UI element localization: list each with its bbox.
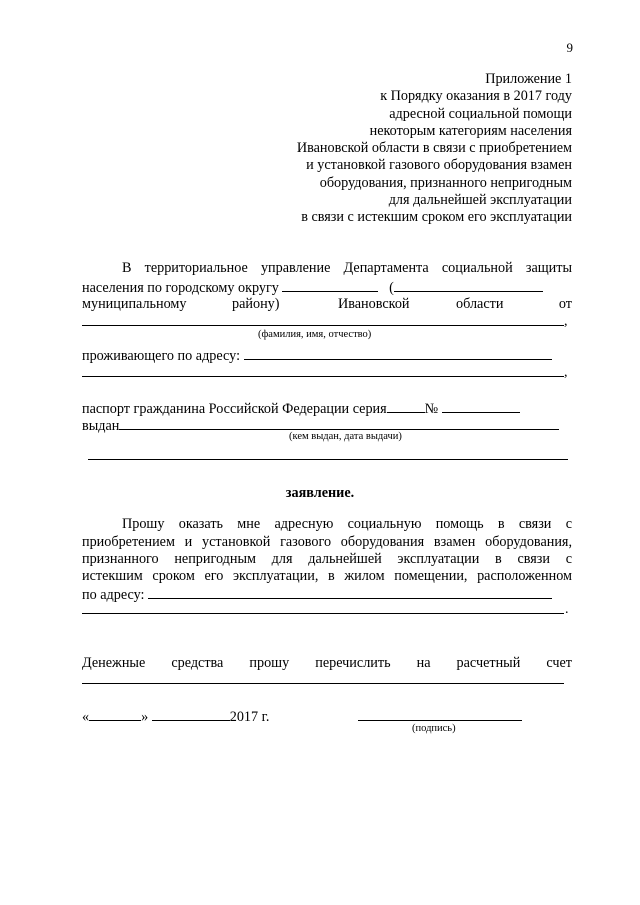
- date-line: « » 2017 г.: [82, 706, 572, 726]
- statement-line-2: приобретением и установкой газового оборудования взамен оборудования,: [82, 534, 572, 550]
- property-address-field-2[interactable]: [82, 613, 564, 614]
- appendix-line: Ивановской области в связи с приобретением: [296, 140, 572, 157]
- comma: ,: [564, 314, 568, 329]
- issued-by-field[interactable]: [119, 415, 559, 430]
- appendix-line: для дальнейшей эксплуатации: [388, 192, 572, 209]
- funds-line: Денежные средства прошу перечислить на расчетный счет: [82, 655, 572, 671]
- city-district-field[interactable]: [282, 277, 378, 292]
- statement-line-3: признанного непригодным для дальнейшей эксплуатации в связи с: [82, 551, 572, 567]
- appendix-line: к Порядку оказания в 2017 году: [380, 88, 572, 105]
- fio-field[interactable]: [82, 325, 564, 326]
- statement-line-1: Прошу оказать мне адресную социальную помощь в связи с: [122, 516, 572, 532]
- account-field[interactable]: [82, 683, 564, 684]
- period: .: [565, 602, 569, 617]
- passport-series-field[interactable]: [387, 398, 425, 413]
- signature-caption: (подпись): [412, 723, 456, 734]
- issued-line: выдан: [82, 415, 572, 435]
- issued-caption: (кем выдан, дата выдачи): [289, 431, 402, 442]
- property-address-field[interactable]: [148, 584, 552, 599]
- issued-by-field-2[interactable]: [88, 459, 568, 460]
- statement-title: заявление.: [285, 485, 355, 501]
- comma: ,: [564, 365, 568, 380]
- addressee-line-2: населения по городскому округу (: [82, 277, 572, 297]
- day-field[interactable]: [89, 706, 141, 721]
- page-number: 9: [566, 40, 573, 55]
- statement-line-5: по адресу:: [82, 584, 572, 604]
- month-field[interactable]: [152, 706, 230, 721]
- address-field-2[interactable]: [82, 376, 564, 377]
- passport-number-field[interactable]: [442, 398, 520, 413]
- appendix-line: оборудования, признанного непригодным: [319, 174, 572, 191]
- appendix-line: в связи с истекшим сроком его эксплуатации: [301, 209, 572, 226]
- appendix-block: [297, 71, 572, 227]
- statement-line-4: истекшим сроком его эксплуатации, в жилом помещении, расположенном: [82, 568, 572, 584]
- fio-caption: (фамилия, имя, отчество): [258, 329, 372, 340]
- municipal-district-field[interactable]: [394, 277, 543, 292]
- passport-line: паспорт гражданина Российской Федерации серия №: [82, 398, 572, 418]
- appendix-line: и установкой газового оборудования взамен: [306, 157, 572, 174]
- address-field[interactable]: [244, 345, 552, 360]
- signature-field[interactable]: [358, 720, 522, 721]
- appendix-line: Приложение 1: [485, 71, 572, 87]
- addressee-line-1: В территориальное управление Департамента социальной защиты: [122, 260, 572, 276]
- appendix-line: некоторым категориям населения: [369, 122, 572, 139]
- appendix-line: адресной социальной помощи: [389, 105, 572, 122]
- address-line: проживающего по адресу:: [82, 345, 572, 365]
